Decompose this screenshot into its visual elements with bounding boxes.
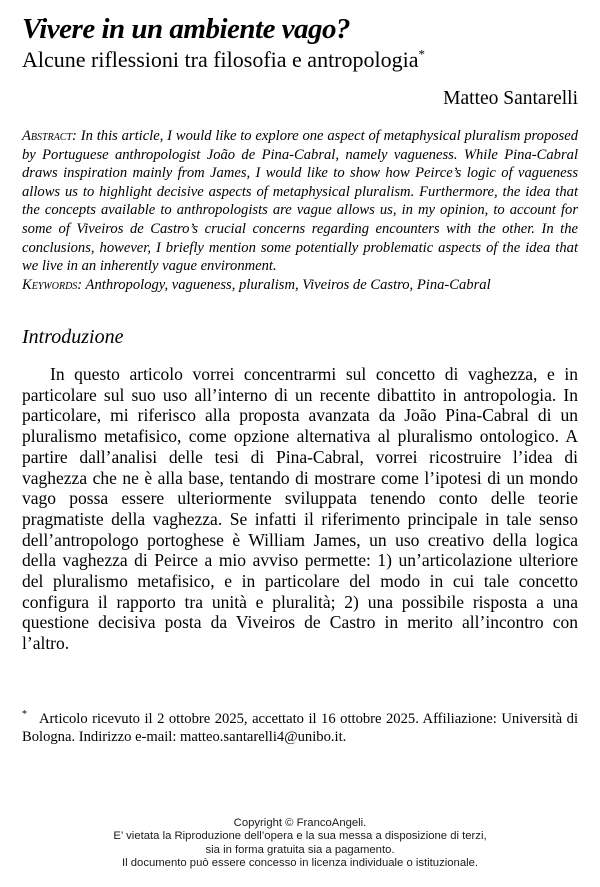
footnote-text: Articolo ricevuto il 2 ottobre 2025, accettato il 16 ottobre 2025. Affiliazione: Università di Bologna. Indirizzo e-mail: matteo.santarelli4@unibo.it. [22,711,578,745]
keywords-label: Keywords: [22,277,83,293]
keywords-line [22,276,578,295]
article-subtitle [22,46,578,73]
copyright-footer [0,817,600,871]
copyright-line-2: E’ vietata la Riproduzione dell’opera e la sua messa a disposizione di terzi, [113,830,487,843]
abstract-paragraph [22,127,578,276]
keywords-text: Anthropology, vagueness, pluralism, Viveiros de Castro, Pina-Cabral [85,277,491,293]
article-subtitle-text: Alcune riflessioni tra filosofia e antropologia [22,47,419,72]
copyright-line-4: Il documento può essere concesso in licenza individuale o istituzionale. [121,857,479,870]
footnote [22,711,578,746]
copyright-line-1: Copyright © FrancoAngeli. [233,817,367,829]
copyright-line-3: sia in forma gratuita sia a pagamento. [205,843,395,856]
body-paragraph: In questo articolo vorrei concentrarmi sul concetto di vaghezza, e in particolare sul suo uso all’interno di un recente dibattito in antropologia. In particolare, mi riferisco alla proposta avanzata da João Pina-Cabral di un pluralismo metafisico, come opzione alternativa al pluralismo ontologico. A partire dall’analisi delle tesi di Pina-Cabral, vorrei ricostruire l’idea di vaghezza che ne è alla base, tentando di mostrare come l’ipotesi di un mondo vago possa essere ulteriormente sviluppata tenendo conto delle teorie pragmatiste della vaghezza. Se infatti il riferimento principale in tale senso dell’antropologo portoghese è William James, un uso creativo della logica della vaghezza di Peirce a mio avviso permette: 1) un’articolazione ulteriore del pluralismo metafisico, e in particolare del modo in cui tale concetto configura il rapporto tra unità e pluralità; 2) una possibile risposta a una questione decisiva posta da Viveiros de Castro in merito all’incontro con l’altro. [22,364,578,654]
article-title: Vivere in un ambiente vago? [22,13,351,45]
author-name: Matteo Santarelli [443,88,578,109]
abstract-text: In this article, I would like to explore one aspect of metaphysical pluralism proposed by Portuguese anthropologist João de Pina-Cabral, namely vagueness. While Pina-Cabral draws inspiration mainly from James, I would like to show how Peirce’s logic of vagueness allows us to highlight decisive aspects of metaphysical pluralism. Furthermore, the idea that the concepts available to anthropologists are vague allows us, in my opinion, to account for some of Viveiros de Castro’s crucial concerns regarding encounters with the other. In the conclusions, however, I briefly mention some potentially problematic aspects of the idea that we live in an inherently vague environment. [22,128,578,275]
footnote-marker: * [22,709,27,721]
abstract-label: Abstract: [22,128,77,144]
subtitle-footnote-marker: * [418,46,425,62]
section-heading-introduzione: Introduzione [22,326,124,348]
